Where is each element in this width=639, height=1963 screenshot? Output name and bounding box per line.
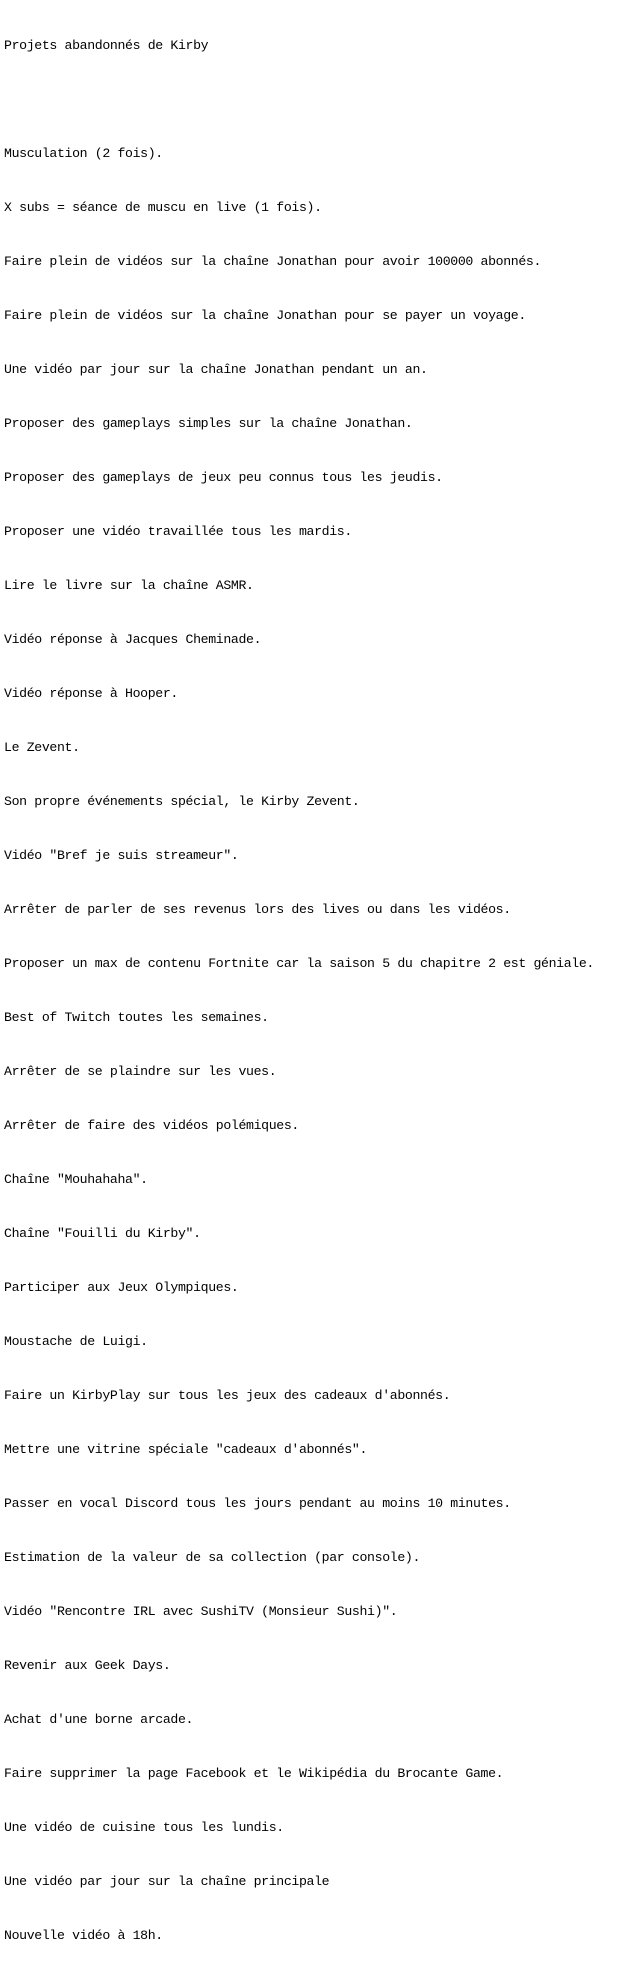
- list-item: Chaîne "Mouhahaha".: [4, 1172, 148, 1187]
- list-item: Estimation de la valeur de sa collection (par console).: [4, 1550, 421, 1565]
- list-item: Une vidéo de cuisine tous les lundis.: [4, 1820, 284, 1835]
- list-item: Faire plein de vidéos sur la chaîne Jonathan pour avoir 100000 abonnés.: [4, 254, 542, 269]
- list-item: Faire un KirbyPlay sur tous les jeux des cadeaux d'abonnés.: [4, 1388, 451, 1403]
- list-item: Best of Twitch toutes les semaines.: [4, 1010, 269, 1025]
- list-item: Chaîne "Fouilli du Kirby".: [4, 1226, 201, 1241]
- list-item: Moustache de Luigi.: [4, 1334, 148, 1349]
- list-item: Proposer des gameplays de jeux peu connus tous les jeudis.: [4, 470, 443, 485]
- list-item: Passer en vocal Discord tous les jours pendant au moins 10 minutes.: [4, 1496, 511, 1511]
- blank-line: [4, 91, 639, 109]
- list-item: Musculation (2 fois).: [4, 146, 163, 161]
- list-item: Arrêter de se plaindre sur les vues.: [4, 1064, 277, 1079]
- list-item: Une vidéo par jour sur la chaîne principale: [4, 1874, 330, 1889]
- list-item: Une vidéo par jour sur la chaîne Jonathan pendant un an.: [4, 362, 428, 377]
- list-item: Achat d'une borne arcade.: [4, 1712, 194, 1727]
- list-item: Participer aux Jeux Olympiques.: [4, 1280, 239, 1295]
- list-item: Revenir aux Geek Days.: [4, 1658, 171, 1673]
- list-item: Son propre événements spécial, le Kirby Zevent.: [4, 794, 360, 809]
- list-item: Proposer une vidéo travaillée tous les mardis.: [4, 524, 352, 539]
- document-title: Projets abandonnés de Kirby: [4, 38, 209, 53]
- list-item: Arrêter de parler de ses revenus lors des lives ou dans les vidéos.: [4, 902, 511, 917]
- list-item: Proposer des gameplays simples sur la chaîne Jonathan.: [4, 416, 413, 431]
- list-item: Le Zevent.: [4, 740, 80, 755]
- list-item: Vidéo "Rencontre IRL avec SushiTV (Monsieur Sushi)".: [4, 1604, 398, 1619]
- list-item: Lire le livre sur la chaîne ASMR.: [4, 578, 254, 593]
- list-item: Arrêter de faire des vidéos polémiques.: [4, 1118, 299, 1133]
- list-item: Mettre une vitrine spéciale "cadeaux d'abonnés".: [4, 1442, 368, 1457]
- list-item: Vidéo réponse à Hooper.: [4, 686, 178, 701]
- list-item: Proposer un max de contenu Fortnite car la saison 5 du chapitre 2 est géniale.: [4, 956, 594, 971]
- list-item: X subs = séance de muscu en live (1 fois).: [4, 200, 322, 215]
- list-item: Nouvelle vidéo à 18h.: [4, 1928, 163, 1943]
- list-item: Faire plein de vidéos sur la chaîne Jonathan pour se payer un voyage.: [4, 308, 526, 323]
- list-item: Faire supprimer la page Facebook et le Wikipédia du Brocante Game.: [4, 1766, 504, 1781]
- list-item: Vidéo réponse à Jacques Cheminade.: [4, 632, 262, 647]
- list-item: Vidéo "Bref je suis streameur".: [4, 848, 239, 863]
